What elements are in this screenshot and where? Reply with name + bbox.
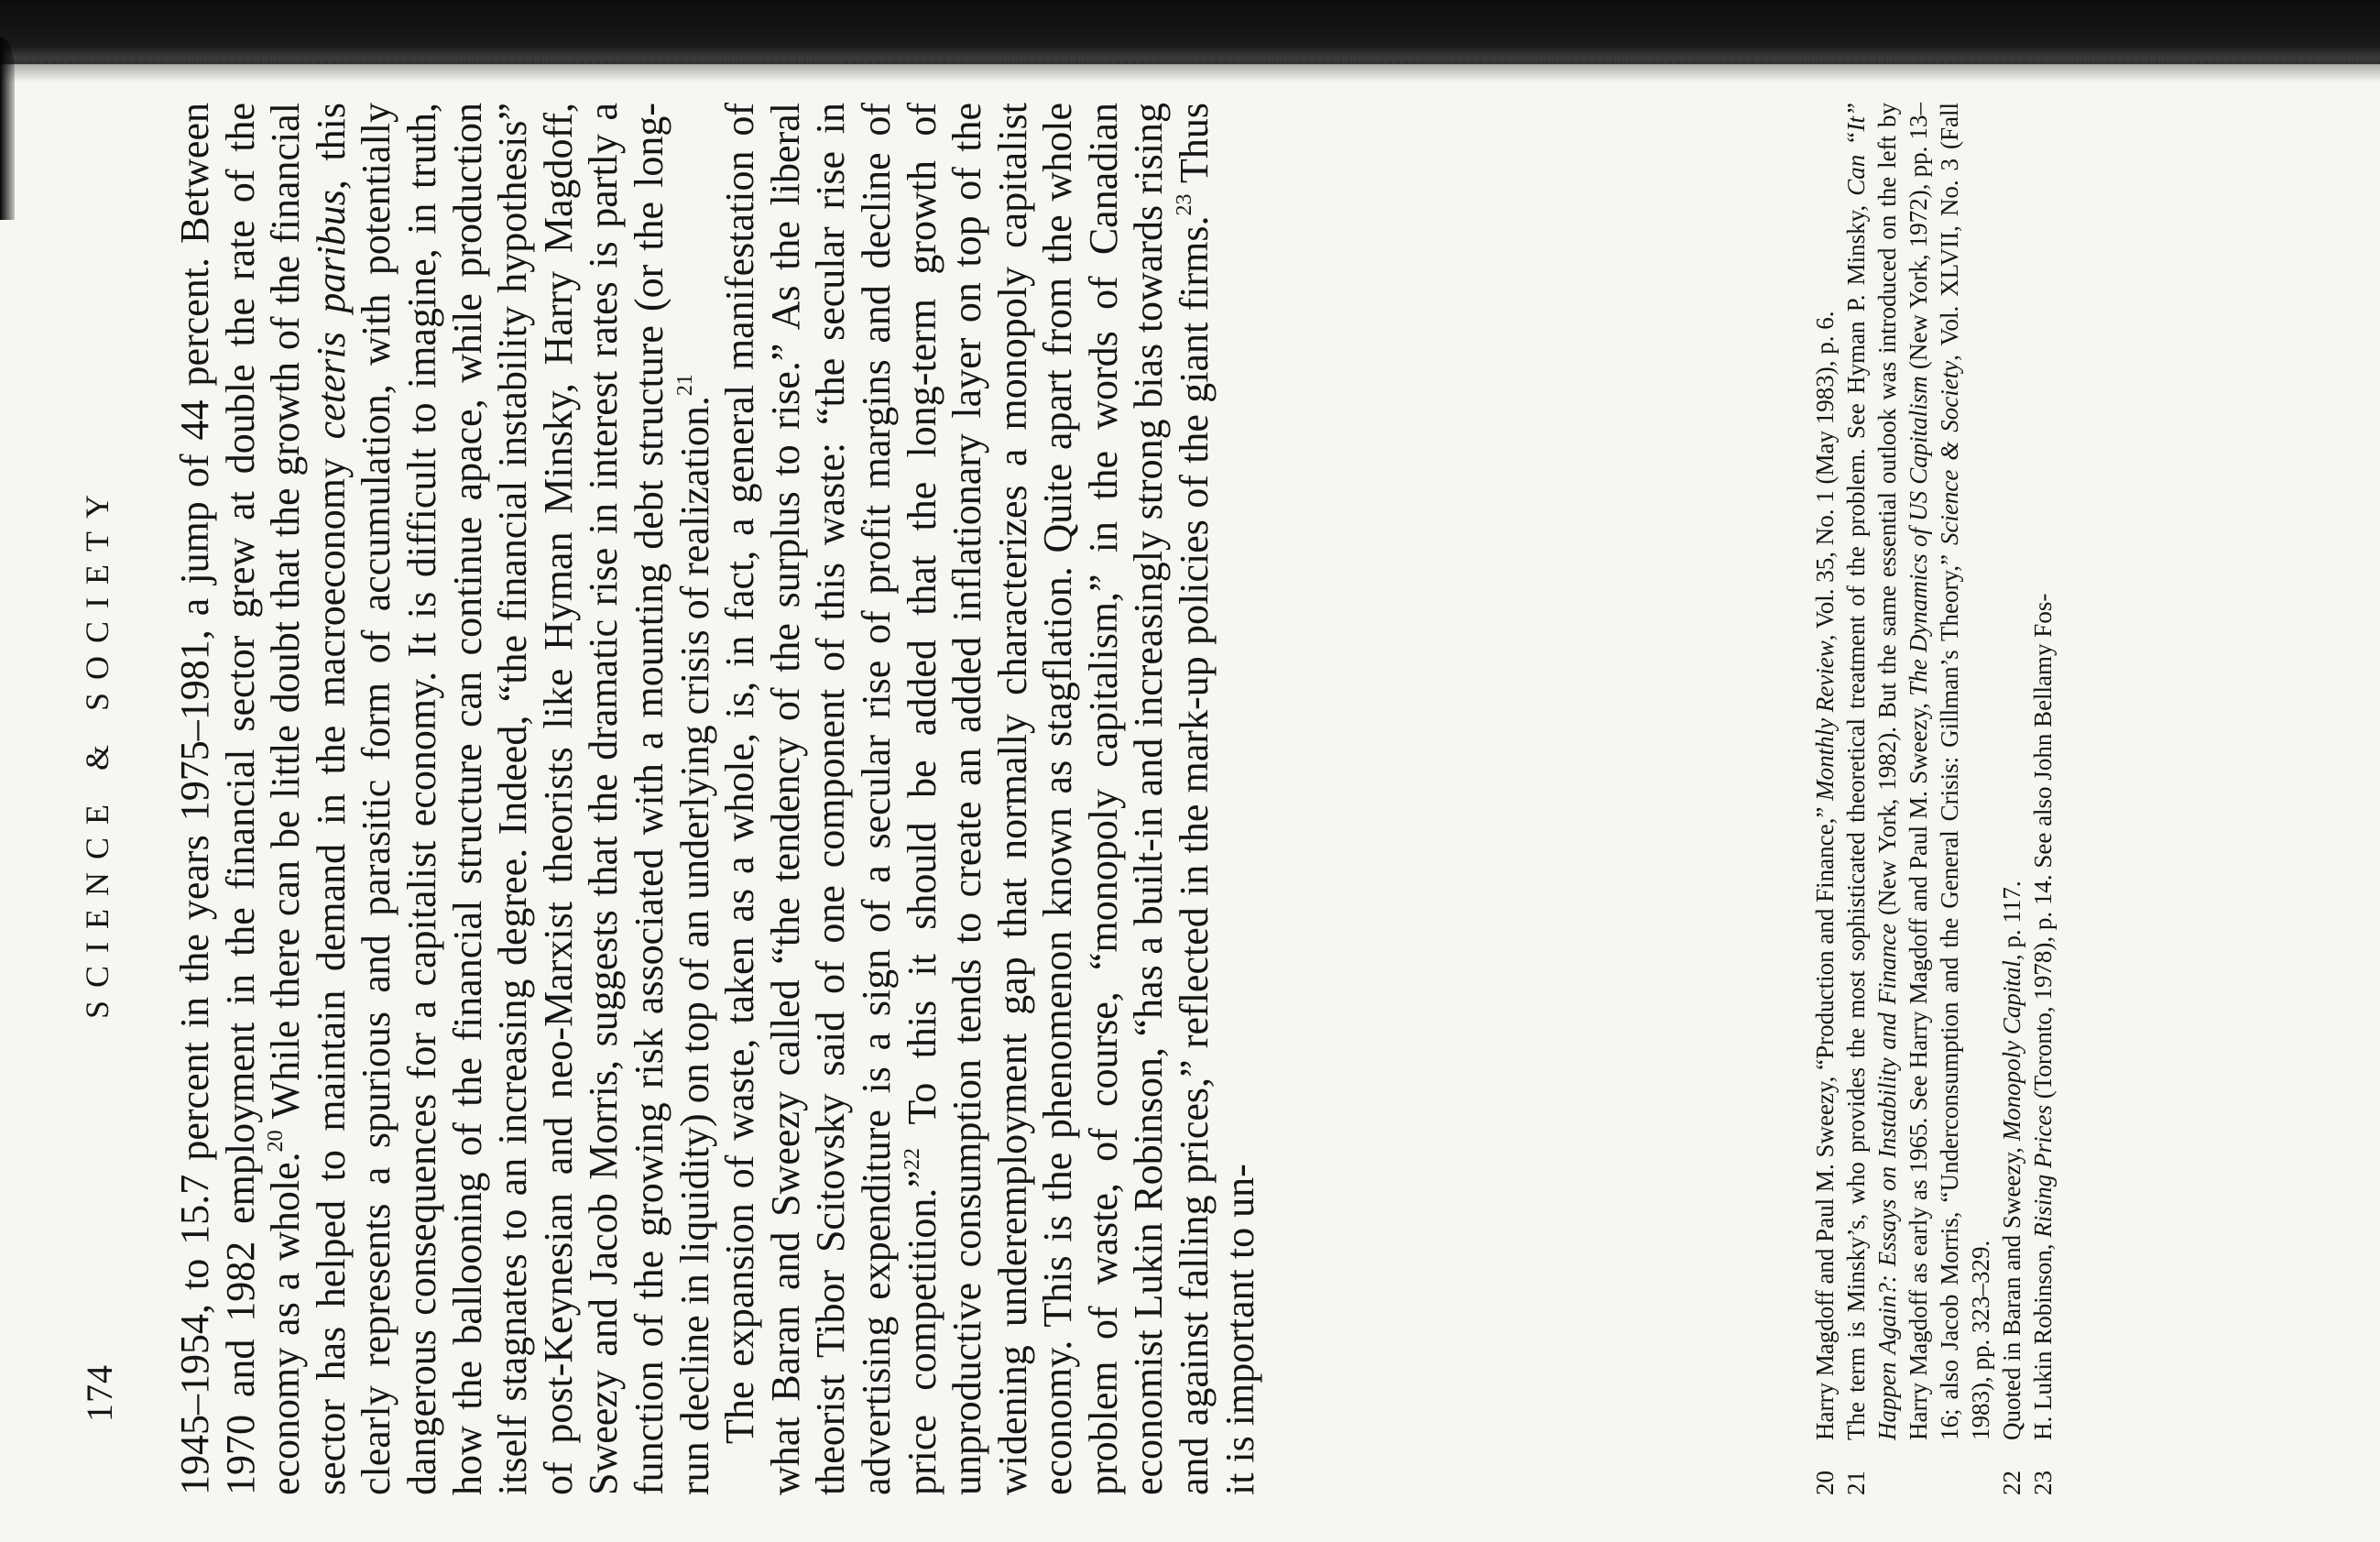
text-run: While there can be little doubt that the growth of the financial sector has helped to maintain demand in the macroeconomy: [263, 103, 354, 1495]
footnote: [2027, 103, 2058, 1495]
footnote-ref: 20: [264, 1130, 289, 1153]
italic-text: Monopoly Capital: [1998, 960, 2025, 1142]
footnote-number: 21: [1842, 1471, 1870, 1495]
body-text: [172, 103, 1262, 1495]
page-number: 174: [79, 1364, 120, 1422]
text-run: Quoted in Baran and Sweezy,: [1998, 1141, 2025, 1440]
text-run: Harry Magdoff and Paul M. Sweezy, “Production and Finance,”: [1811, 800, 1839, 1440]
text-run: To this it should be added that the long-term growth of unproductive consumption tends to create an added inflationary layer on top of the widening underemployment gap that normally characterizes a monopoly capitalist economy. This is the phenomenon known as stagflation. Quite apart from the whole problem of waste, of course, “monopoly capitalism,” in the words of Canadian economist Lukin Robinson, “has a built-in and increasingly strong bias towards rising and against falling prices,” reflected in the mark-up policies of the giant firms.: [899, 103, 1217, 1495]
italic-text: Science & Society: [1936, 360, 1963, 546]
italic-text: Rising Prices: [2029, 1105, 2057, 1238]
text-run: (Toronto, 1978), p. 14. See also John Bellamy Fos-: [2029, 593, 2057, 1105]
italic-text: Monthly Review: [1811, 640, 1839, 801]
footnote-number: 22: [1998, 1471, 2025, 1495]
text-run: , this clearly represents a spurious and parasitic form of accumulation, with potentially dangerous consequences for a capitalist economy. It is difficult to imagine, in truth, how the ballooning of the financial structure can continue apace, while production itself stagnates to an increasing degree. Indeed, “the financial instability hypothesis” of post-Keynesian and neo-Marxist theorists like Hyman Minsky, Harry Magdoff, Sweezy and Jacob Morris, suggests that the dramatic rise in interest rates is partly a function of the growing risk associated with a mounting debt structure (or the long-run decline in liquidity) on top of an underlying crisis of realization.: [308, 102, 717, 1495]
footnote-text: [1842, 103, 1994, 1440]
text-run: , p. 117.: [1998, 880, 2025, 961]
footnote-number: 20: [1811, 1471, 1839, 1495]
paragraph: [717, 103, 1262, 1495]
italic-text: ceteris paribus: [308, 190, 354, 440]
text-run: The expansion of waste, taken as a whole, is, in fact, a general manifestation of what Baran and Sweezy called “the tendency of the surplus to rise.” As the liberal theorist Tibor Scitovsky said of one component of this waste: “the secular rise in advertising expenditure is a sign of a secular rise of profit margins and decline of price competition.”: [717, 103, 944, 1495]
text-run: 1945–1954, to 15.7 percent in the years 1975–1981, a jump of 44 percent. Between 1970 and 1982 employment in the financial sector grew at double the rate of the economy as a whole.: [172, 103, 309, 1495]
text-run: (New York, 1972), pp. 13–16; also Jacob Morris, “Underconsumption and the General Crisis: Gillman’s Theory,”: [1905, 103, 1963, 1440]
page-header: [78, 103, 142, 1495]
text-run: , Vol. XLVII, No. 3 (Fall 1983), pp. 323–329.: [1936, 103, 1994, 1440]
text-run: , Vol. 35, No. 1 (May 1983), p. 6.: [1811, 311, 1839, 641]
footnote-number: 23: [2029, 1471, 2057, 1495]
text-run: H. Lukin Robinson,: [2029, 1237, 2057, 1440]
page-corner-shadow: [0, 37, 15, 220]
footnote-ref: 21: [672, 374, 697, 397]
footnote-text: [1811, 311, 1839, 1440]
footnote-ref: 23: [1173, 193, 1197, 216]
paragraph: [172, 103, 717, 1495]
footnote-text: [2029, 594, 2057, 1440]
footnote: [1809, 103, 1840, 1495]
binding-shadow: [0, 0, 2380, 82]
text-run: The term is Minsky’s, who provides the most sophisticated theoretical treatment of the problem. See Hyman P. Minsky,: [1842, 195, 1870, 1440]
footnote: [1840, 103, 1996, 1495]
running-head: SCIENCE & SOCIETY: [79, 481, 115, 1019]
footnote: [1996, 103, 2027, 1495]
footnotes: [1809, 103, 2058, 1495]
footnote-ref: 22: [900, 1148, 924, 1171]
italic-text: Can “It” Happen Again?: Essays on Instability and Finance: [1842, 103, 1901, 1440]
italic-text: The Dynamics of US Capitalism: [1905, 376, 1932, 696]
footnote-text: [1998, 880, 2025, 1440]
book-page: [78, 102, 2057, 1495]
text-run: (New York, 1982). But the same essential outlook was introduced on the left by Harry Magdoff as early as 1965. See Harry Magdoff and Paul M. Sweezy,: [1873, 103, 1932, 1440]
text-run: Thus it is important to un-: [1172, 103, 1262, 1495]
